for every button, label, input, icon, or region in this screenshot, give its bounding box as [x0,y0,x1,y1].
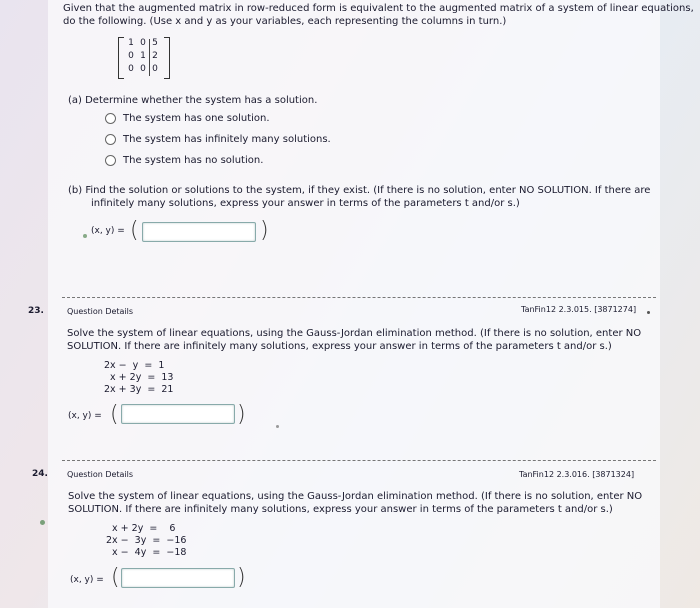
q23-divider [62,297,656,298]
radio-no-solution[interactable] [105,155,116,166]
q24-instr-line2: SOLUTION. If there are infinitely many solutions, express your answer in terms of the parameters t and/or s.) [68,504,613,515]
option-infinitely-many[interactable]: The system has infinitely many solutions. [123,134,331,145]
q22-open-paren: ( [130,218,139,243]
q22-intro-line2: do the following. (Use x and y as your variables, each representing the columns in turn.) [63,16,507,27]
q24-answer-input[interactable] [121,568,235,588]
q23-instr-line2: SOLUTION. If there are infinitely many solutions, express your answer in terms of the parameters t and/or s.) [67,341,612,352]
matrix-cell: 0 [140,64,146,74]
matrix-cell: 1 [128,38,134,48]
matrix-cell: 0 [152,64,158,74]
speck-dot [647,311,650,314]
q23-equation-1: 2x − y = 1 [104,360,165,371]
q22-close-paren: ) [260,218,269,243]
q23-equation-3: 2x + 3y = 21 [104,384,174,395]
matrix-cell: 0 [128,64,134,74]
q23-number: 23. [28,306,44,316]
radio-infinitely-many[interactable] [105,134,116,145]
speck-dot [276,425,279,428]
matrix-cell: 0 [140,38,146,48]
q22-part-a-label: (a) Determine whether the system has a solution. [68,95,318,106]
q23-details-label[interactable]: Question Details [67,307,134,316]
matrix-cell: 2 [152,51,158,61]
speck-dot [83,234,87,238]
speck-dot [40,520,45,525]
q24-close-paren: ) [237,565,246,590]
q24-equation-2: 2x − 3y = −16 [106,535,187,546]
matrix-cell: 1 [140,51,146,61]
q23-close-paren: ) [237,402,246,427]
q23-instr-line1: Solve the system of linear equations, using the Gauss-Jordan elimination method. (If there is no solution, enter NO [67,328,642,339]
q24-answer-label: (x, y) = [70,575,104,585]
q24-equation-1: x + 2y = 6 [106,523,176,534]
q23-open-paren: ( [110,402,119,427]
q22-part-b-line2: infinitely many solutions, express your answer in terms of the parameters t and/or s.) [91,198,520,209]
q24-number: 24. [32,469,48,479]
q24-equation-3: x − 4y = −18 [106,547,187,558]
option-no-solution[interactable]: The system has no solution. [123,155,264,166]
q22-answer-input[interactable] [142,222,256,242]
q23-answer-input[interactable] [121,404,235,424]
q23-reference: TanFin12 2.3.015. [3871274] [521,305,637,314]
q22-answer-label: (x, y) = [91,226,125,236]
q24-open-paren: ( [111,565,120,590]
radio-one-solution[interactable] [105,113,116,124]
matrix-cell: 0 [128,51,134,61]
augmented-matrix [118,37,170,79]
q22-part-b-line1: (b) Find the solution or solutions to the system, if they exist. (If there is no solution, enter NO SOLUTION. If there are [68,185,651,196]
q22-intro-line1: Given that the augmented matrix in row-reduced form is equivalent to the augmented matrix of a system of linear equations, [63,3,694,14]
q24-instr-line1: Solve the system of linear equations, using the Gauss-Jordan elimination method. (If there is no solution, enter NO [68,491,643,502]
matrix-cell: 5 [152,38,158,48]
q23-equation-2: x + 2y = 13 [104,372,174,383]
option-one-solution[interactable]: The system has one solution. [123,113,270,124]
q24-reference: TanFin12 2.3.016. [3871324] [519,470,635,479]
q24-divider [62,460,656,461]
homework-page [48,0,660,608]
q24-details-label[interactable]: Question Details [67,470,134,479]
q23-answer-label: (x, y) = [68,411,102,421]
